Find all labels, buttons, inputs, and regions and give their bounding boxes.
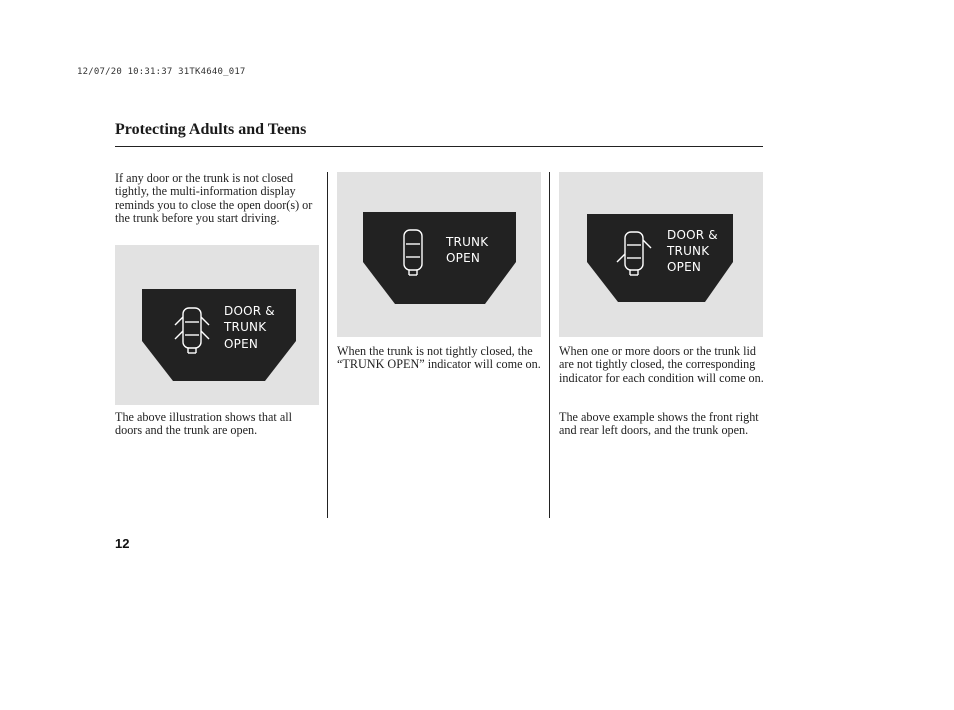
display-text-line: DOOR & bbox=[667, 228, 718, 242]
page-number: 12 bbox=[115, 536, 130, 551]
column-divider bbox=[327, 172, 328, 518]
column-divider bbox=[549, 172, 550, 518]
display-text-line: OPEN bbox=[667, 260, 702, 274]
display-text-line: OPEN bbox=[446, 251, 481, 265]
display-text-line: TRUNK bbox=[446, 235, 489, 249]
caption-example-doors: The above example shows the front right and rear left doors, and the trunk open. bbox=[559, 410, 759, 438]
display-illustration-all-open bbox=[115, 245, 319, 405]
caption-trunk-open: When the trunk is not tightly closed, the “TRUNK OPEN” indicator will come on. bbox=[337, 344, 541, 372]
display-screen bbox=[142, 289, 296, 381]
display-text-line: DOOR & bbox=[224, 304, 275, 318]
caption-all-open: The above illustration shows that all doors and the trunk are open. bbox=[115, 410, 293, 438]
display-illustration-doors-and-trunk bbox=[559, 172, 763, 337]
caption-indicator-conditions: When one or more doors or the trunk lid are not tightly closed, the corresponding indicator for each condition will come on. bbox=[559, 344, 764, 385]
print-stamp: 12/07/20 10:31:37 31TK4640_017 bbox=[77, 67, 246, 77]
title-rule bbox=[115, 146, 763, 147]
display-text-line: TRUNK bbox=[224, 320, 267, 334]
display-text-line: TRUNK bbox=[667, 244, 710, 258]
page-title: Protecting Adults and Teens bbox=[115, 121, 307, 138]
display-screen bbox=[363, 212, 516, 304]
display-illustration-trunk-open bbox=[337, 172, 541, 337]
intro-paragraph: If any door or the trunk is not closed tightly, the multi-information display reminds you to close the open door(s) or the trunk before you start driving. bbox=[115, 171, 313, 226]
display-text-line: OPEN bbox=[224, 337, 259, 351]
